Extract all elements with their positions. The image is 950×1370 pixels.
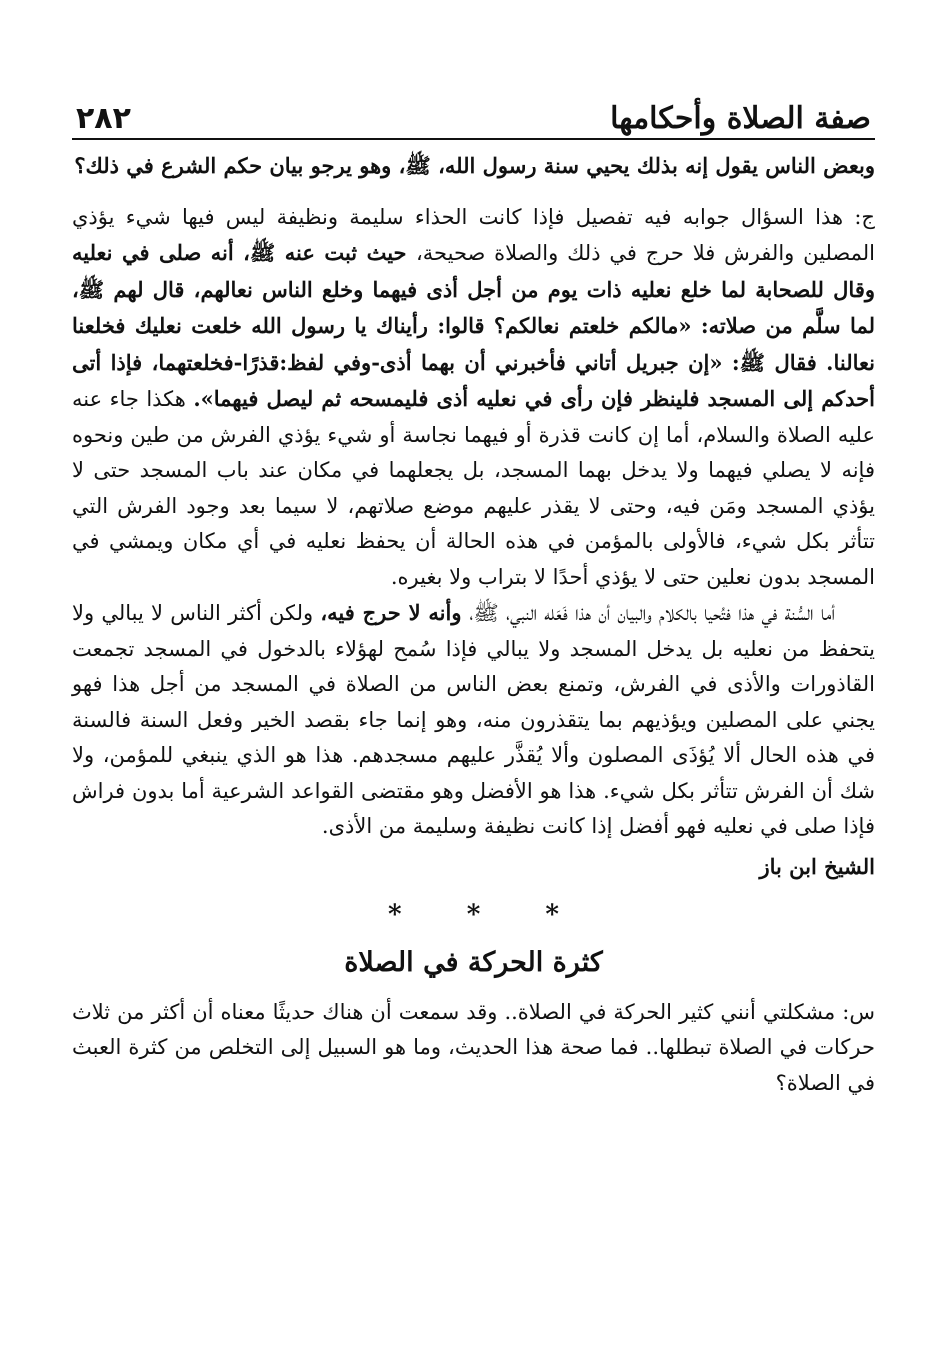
answer-paragraph-2	[72, 595, 875, 845]
section-title: كثرة الحركة في الصلاة	[344, 946, 603, 978]
question-2-text: س: مشكلتي أنني كثير الحركة في الصلاة.. وقد سمعت أن هناك حديثًا معناه أن أكثر من ثلاث حركات في الصلاة تبطلها.. فما صحة هذا الحديث، وما هو السبيل إلى التخلص من كثرة العبث في الصلاة؟	[72, 999, 875, 1095]
question-2	[72, 995, 875, 1102]
question-continuation: وبعض الناس يقول إنه بذلك يحيي سنة رسول الله، ﷺ، وهو يرجو بيان حكم الشرع في ذلك؟	[74, 153, 875, 178]
sunnah-explanation: ولكن أكثر الناس لا يبالي ولا يتحفظ من نعليه بل يدخل المسجد ولا يبالي فإذا سُمح لهؤلاء بالدخول في المسجد تجمعت القاذورات والأذى في الفرش، وتمنع بعض الناس من الصلاة في المسجد من أجل هذا فهو يجني على المصلين ويؤذيهم بما يتقذرون منه، وهو إنما جاء بقصد الخير وفعل السنة فالسنة في هذه الحال ألا يُؤذَى المصلون وألا يُقذَّر عليهم مسجدهم. هذا هو الذي ينبغي للمؤمن، ولا شك أن الفرش تتأثر بكل شيء. هذا هو الأفضل وهو مقتضى القواعد الشرعية أما بدون فراش فإذا صلى في نعليه فهو أفضل إذا كانت نظيفة وسليمة من الأذى.	[72, 601, 875, 838]
running-title: صفة الصلاة وأحكامها	[610, 101, 871, 136]
answer-hadith: حيث ثبت عنه ﷺ، أنه صلى في نعليه وقال للصحابة لما خلع نعليه ذات يوم من أجل أذى فيهما وخلع الناس نعالهم، قال لهم ﷺ، لما سلَّم من صلاته: «مالكم خلعتم نعالكم؟ قالوا: رأيناك يا رسول الله خلعت نعليك فخلعنا نعالنا. فقال ﷺ: «إن جبريل أتاني فأخبرني أن بهما أذى-وفي لفظ:قذرًا-فخلعتهما، فإذا أتى أحدكم إلى المسجد فلينظر فإن رأى في نعليه أذى فليمسحه ثم ليصل فيهما».	[72, 240, 876, 411]
answer-paragraph-1	[72, 200, 875, 596]
answer-explanation: هكذا جاء عنه عليه الصلاة والسلام، أما إن كانت قذرة أو فيهما نجاسة أو شيء يؤذي الفرش من طين ونحوه فإنه لا يصلي فيهما ولا يدخل بهما المسجد، بل يجعلهما في مكان عند باب المسجد حتى لا يؤذي المسجد ومَن فيه، وحتى لا يقذر عليهم موضع صلاتهم، لا سيما بعد وجود الفرش التي تتأثر بكل شيء، فالأولى بالمؤمن في هذه الحالة أن يحفظ نعليه في أي مكان ويمشي في المسجد بدون نعلين حتى لا يؤذي أحدًا لا بتراب ولا بغيره.	[72, 387, 875, 589]
fatwa-signature: الشيخ ابن باز	[759, 853, 875, 879]
no-harm-statement: وأنه لا حرج فيه،	[320, 600, 470, 625]
page-header	[72, 88, 875, 140]
answer-intro: ج: هذا السؤال جوابه فيه تفصيل فإذا كانت الحذاء سليمة ونظيفة ليس فيها شيء يؤذي المصلين والفرش فلا حرج في ذلك والصلاة صحيحة،	[72, 204, 875, 265]
section-separator: * * *	[388, 899, 587, 930]
page-number: ٢٨٢	[76, 101, 131, 136]
sunnah-statement: أما السُّنة في هذا فتُحيا بالكلام والبيان أن هذا فَعَله النبي، ﷺ،	[469, 601, 836, 625]
